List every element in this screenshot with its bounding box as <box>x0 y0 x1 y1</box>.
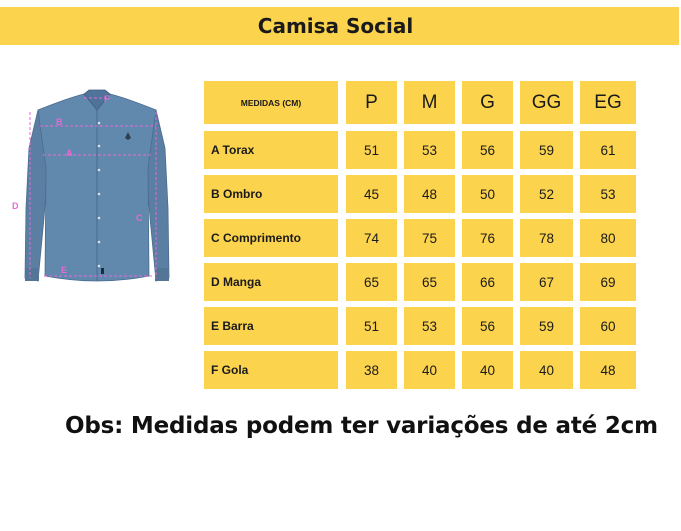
label-f: F <box>104 94 110 104</box>
shirt-diagram <box>8 88 186 300</box>
table-cell: 51 <box>346 307 397 345</box>
table-cell: 60 <box>580 307 636 345</box>
row-label: A Torax <box>204 131 338 169</box>
header-label: MEDIDAS (CM) <box>204 81 338 124</box>
table-cell: 40 <box>404 351 455 389</box>
size-header: GG <box>520 81 573 124</box>
table-cell: 45 <box>346 175 397 213</box>
table-cell: 48 <box>404 175 455 213</box>
table-cell: 65 <box>346 263 397 301</box>
table-cell: 52 <box>520 175 573 213</box>
table-cell: 75 <box>404 219 455 257</box>
table-cell: 53 <box>404 307 455 345</box>
table-cell: 38 <box>346 351 397 389</box>
table-cell: 40 <box>520 351 573 389</box>
row-label: E Barra <box>204 307 338 345</box>
table-cell: 69 <box>580 263 636 301</box>
table-cell: 80 <box>580 219 636 257</box>
table-cell: 78 <box>520 219 573 257</box>
size-header: G <box>462 81 513 124</box>
table-cell: 61 <box>580 131 636 169</box>
table-cell: 59 <box>520 307 573 345</box>
label-c: C <box>136 213 143 223</box>
table-cell: 67 <box>520 263 573 301</box>
table-cell: 53 <box>404 131 455 169</box>
row-label: D Manga <box>204 263 338 301</box>
size-header: M <box>404 81 455 124</box>
label-b: B <box>56 117 63 127</box>
label-a: A <box>66 148 73 158</box>
table-cell: 56 <box>462 307 513 345</box>
size-header: P <box>346 81 397 124</box>
table-cell: 56 <box>462 131 513 169</box>
page-title: Camisa Social <box>257 14 414 38</box>
row-label: F Gola <box>204 351 338 389</box>
label-e: E <box>61 265 68 275</box>
table-cell: 51 <box>346 131 397 169</box>
row-label: C Comprimento <box>204 219 338 257</box>
row-label: B Ombro <box>204 175 338 213</box>
shirt-illustration <box>25 90 169 281</box>
table-cell: 59 <box>520 131 573 169</box>
note-text: Obs: Medidas podem ter variações de até 2cm <box>65 413 658 439</box>
table-cell: 66 <box>462 263 513 301</box>
table-cell: 76 <box>462 219 513 257</box>
title-banner <box>0 7 679 45</box>
size-header: EG <box>580 81 636 124</box>
table-cell: 48 <box>580 351 636 389</box>
table-cell: 74 <box>346 219 397 257</box>
table-cell: 53 <box>580 175 636 213</box>
table-cell: 40 <box>462 351 513 389</box>
label-d: D <box>12 201 19 211</box>
table-cell: 65 <box>404 263 455 301</box>
table-cell: 50 <box>462 175 513 213</box>
